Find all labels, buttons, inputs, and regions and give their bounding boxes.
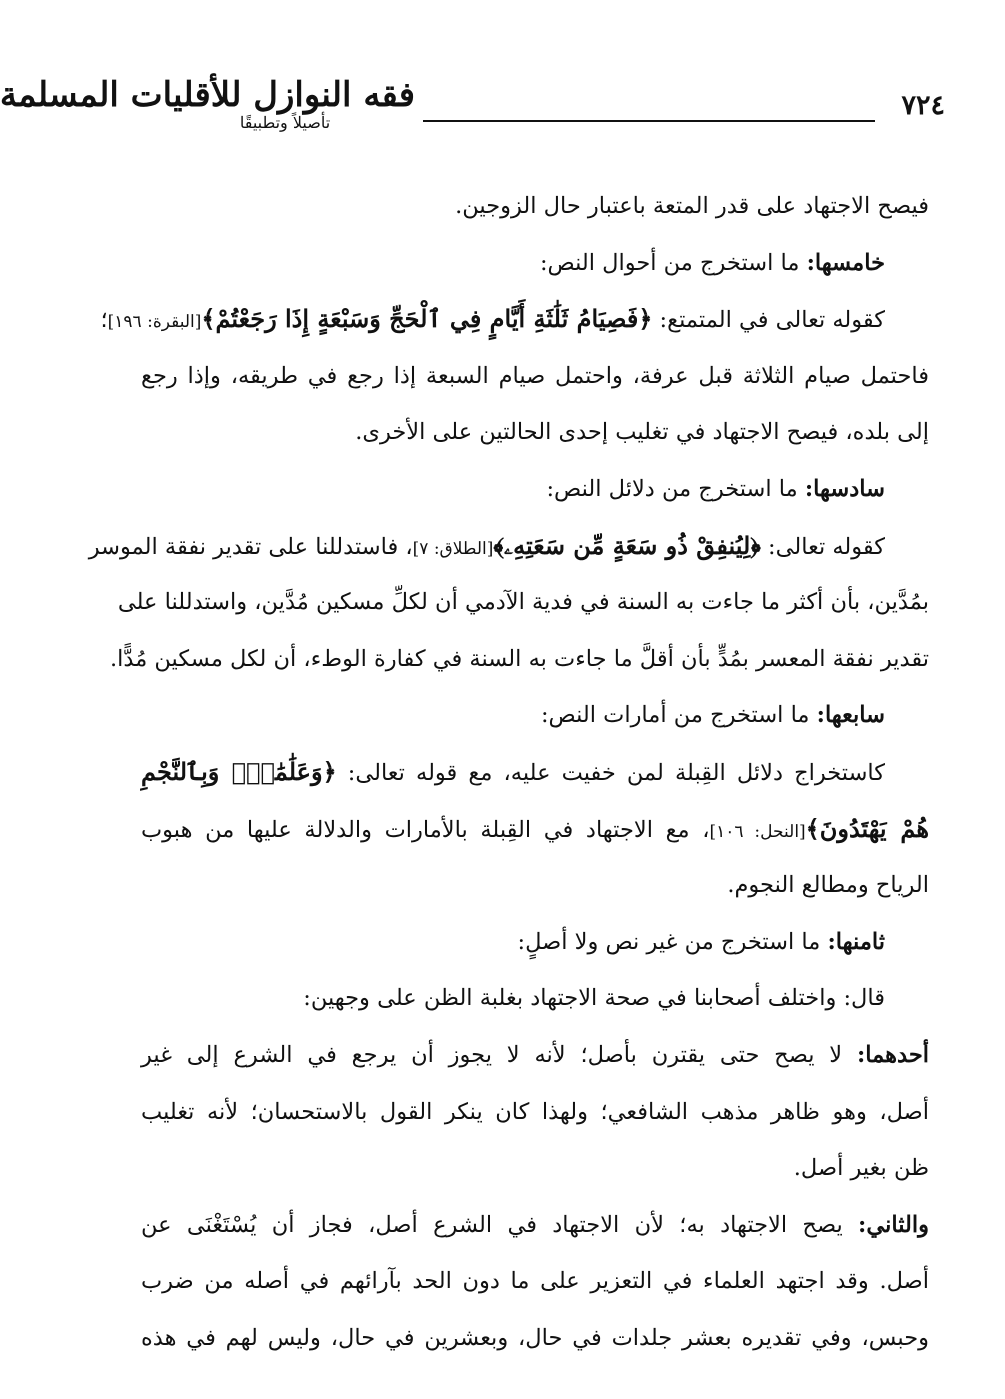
line-text: الرياح ومطالع النجوم.: [727, 872, 929, 899]
text-line: [141, 1084, 929, 1141]
page-number: ٧٢٤: [901, 90, 945, 121]
line-text: أصل، وهو ظاهر مذهب الشافعي؛ ولهذا كان ينكر القول بالاستحسان؛ لأنه تغليب: [141, 1098, 929, 1125]
line-text: ، فاستدللنا على تقدير نفقة الموسر: [88, 533, 413, 560]
text-line: [141, 235, 929, 292]
quran-verse: ﴿فَصِيَامُ ثَلَٰثَةِ أَيَّامٍ فِي ٱلْحَجِّ وَسَبْعَةٍ إِذَا رَجَعْتُمْ﴾: [201, 304, 653, 334]
running-book-title: [0, 75, 415, 132]
line-text: ما استخرج من أحوال النص:: [539, 249, 807, 276]
line-text: قال: واختلف أصحابنا في صحة الاجتهاد بغلبة الظن على وجهين:: [303, 985, 885, 1012]
text-line: [141, 970, 929, 1027]
line-text: ما استخرج من أمارات النص:: [540, 702, 817, 729]
line-text: ما استخرج من غير نص ولا أصلٍ:: [517, 928, 828, 955]
line-text: ؛: [100, 307, 108, 334]
text-line: [141, 744, 929, 801]
quran-verse: ﴿لِيُنفِقْ ذُو سَعَةٍ مِّن سَعَتِهِۦ﴾: [493, 530, 761, 560]
quran-verse: ﴿وَعَلَٰمَٰتٍۚ وَبِٱلنَّجْمِ: [141, 756, 337, 786]
section-heading: سابعها:: [816, 702, 885, 729]
text-line: [141, 801, 929, 858]
text-line: [141, 1197, 929, 1254]
text-line: [88, 518, 929, 575]
line-text: ما استخرج من دلائل النص:: [546, 475, 805, 502]
text-line: [141, 1140, 929, 1197]
section-heading: والثاني:: [858, 1211, 929, 1238]
section-heading: أحدهما:: [856, 1041, 929, 1068]
line-text: وحبس، وفي تقديره بعشر جلدات في حال، وبعشرين في حال، وليس لهم في هذه: [141, 1324, 929, 1351]
text-line: [141, 461, 929, 518]
text-line: [141, 404, 929, 461]
text-line: [110, 631, 929, 688]
text-line: [141, 1027, 929, 1084]
quran-verse: هُمْ يَهْتَدُونَ﴾: [805, 813, 929, 843]
section-heading: سادسها:: [804, 475, 885, 502]
text-line: [141, 857, 929, 914]
line-text: لا يصح حتى يقترن بأصل؛ لأنه لا يجوز أن يرجع في الشرع إلى غير: [141, 1041, 857, 1068]
text-line: [100, 291, 929, 348]
line-text: ظن بغير أصل.: [793, 1155, 929, 1182]
verse-reference: [الطلاق: ٧]: [412, 538, 494, 559]
page-header: [0, 70, 945, 160]
line-text: أصل. وقد اجتهد العلماء في التعزير على ما دون الحد بآرائهم في أصله من ضرب: [141, 1268, 929, 1295]
body-text: [88, 178, 929, 1366]
line-text: كقوله تعالى:: [760, 533, 885, 560]
line-text: فاحتمل صيام الثلاثة قبل عرفة، واحتمل صيام السبعة إذا رجع في طريقه، وإذا رجع: [141, 362, 929, 389]
text-line: [141, 348, 929, 405]
line-text: تقدير نفقة المعسر بمُدٍّ بأن أقلَّ ما جاءت به السنة في كفارة الوطء، أن لكل مسكين مُدًّا.: [110, 645, 929, 672]
text-line: [141, 914, 929, 971]
line-text: فيصح الاجتهاد على قدر المتعة باعتبار حال الزوجين.: [455, 193, 929, 219]
text-line: [117, 574, 929, 631]
text-line: [141, 178, 929, 235]
line-text: إلى بلده، فيصح الاجتهاد في تغليب إحدى الحالتين على الأخرى.: [355, 419, 929, 446]
line-text: بمُدَّين، بأن أكثر ما جاءت به السنة في فدية الآدمي أن لكلِّ مسكين مُدَّين، واستدللنا على: [117, 589, 929, 616]
line-text: كاستخراج دلائل القِبلة لمن خفيت عليه، مع قوله تعالى:: [336, 759, 885, 786]
verse-reference: [النحل: ١٠٦]: [709, 821, 806, 842]
text-line: [141, 1253, 929, 1310]
book-title-subtitle: تأصيلاً وتطبيقًا: [239, 113, 331, 132]
section-heading: ثامنها:: [827, 928, 885, 955]
text-line: [141, 1310, 929, 1367]
text-line: [141, 687, 929, 744]
header-rule: [423, 120, 875, 122]
verse-reference: [البقرة: ١٩٦]: [107, 312, 202, 333]
line-text: ، مع الاجتهاد في القِبلة بالأمارات والدلالة عليها من هبوب: [141, 816, 710, 843]
book-title-main: فقه النوازل للأقليات المسلمة: [0, 75, 415, 115]
section-heading: خامسها:: [806, 249, 885, 276]
line-text: كقوله تعالى في المتمتع:: [652, 307, 885, 334]
line-text: يصح الاجتهاد به؛ لأن الاجتهاد في الشرع أصل، فجاز أن يُسْتَغْنَى عن: [141, 1211, 859, 1238]
